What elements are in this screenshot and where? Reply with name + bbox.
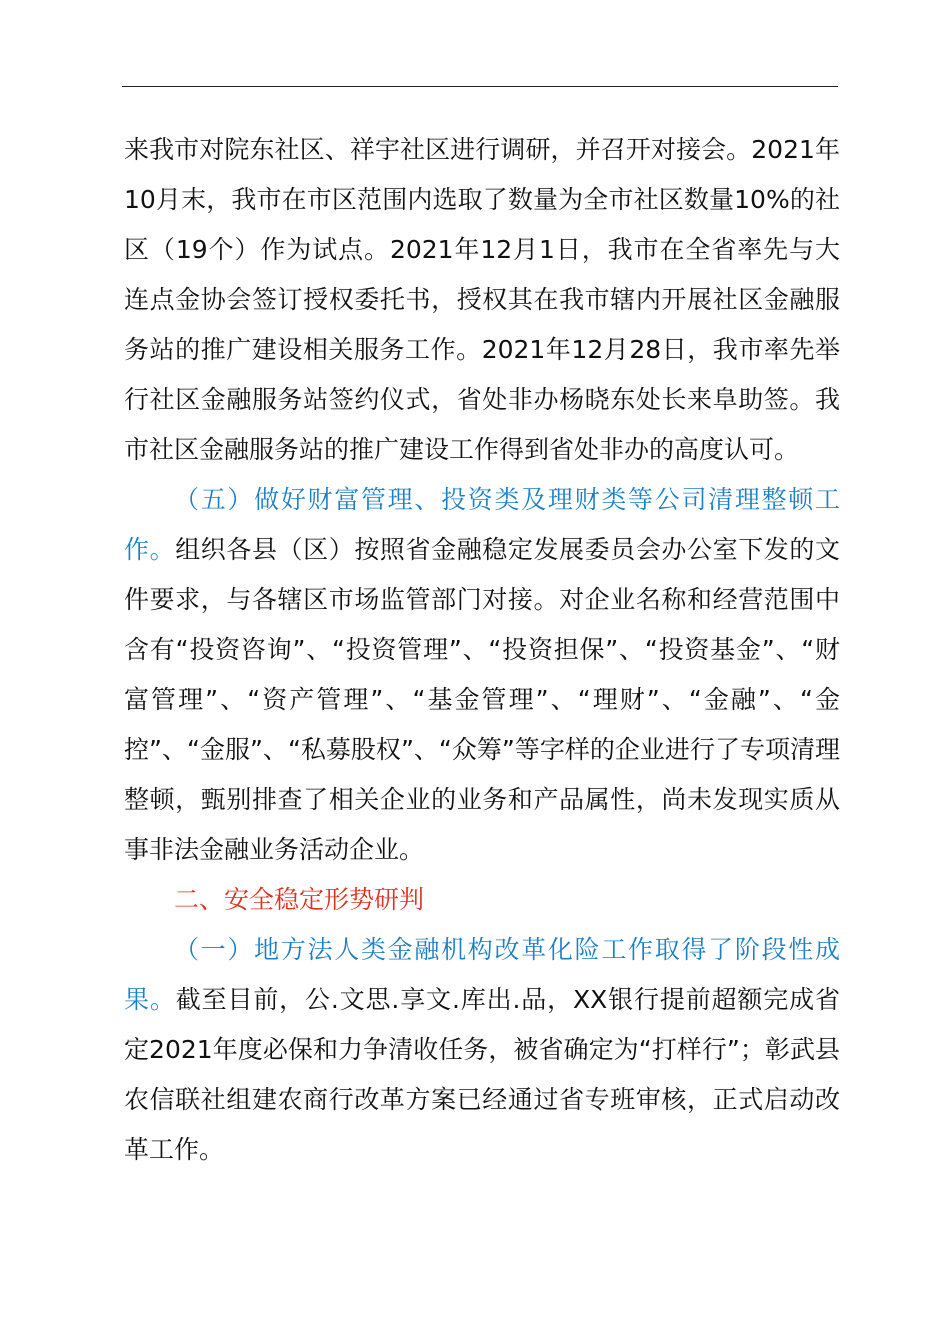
paragraph-reform: [124, 925, 840, 1175]
paragraph-wealth-management: [124, 475, 840, 875]
paragraph-reform-body: 截至目前，公.文思.享文.库出.品，XX银行提前超额完成省定2021年度必保和力争清收任务，被省确定为“打样行”；彰武县农信联社组建农商行改革方案已经通过省专班审核，正式启动改革工作。: [124, 985, 840, 1164]
heading-wealth-management: （五）做好财富管理、投资类及理财类等公司清理整顿工作。: [124, 485, 840, 564]
header-rule: [122, 86, 838, 87]
paragraph-wealth-management-body: 组织各县（区）按照省金融稳定发展委员会办公室下发的文件要求，与各辖区市场监管部门对接。对企业名称和经营范围中含有“投资咨询”、“投资管理”、“投资担保”、“投资基金”、“财富管理”、“资产管理”、“基金管理”、“理财”、“金融”、“金控”、“金服”、“私募股权”、“众筹”等字样的企业进行了专项清理整顿，甄别排查了相关企业的业务和产品属性，尚未发现实质从事非法金融业务活动企业。: [124, 535, 840, 864]
heading-reform: （一）地方法人类金融机构改革化险工作取得了阶段性成果。: [124, 935, 840, 1014]
section-heading-security: 二、安全稳定形势研判: [174, 885, 425, 914]
document-body: [124, 125, 840, 1175]
paragraph-community-finance: 来我市对院东社区、祥宇社区进行调研，并召开对接会。2021年10月末，我市在市区范围内选取了数量为全市社区数量10%的社区（19个）作为试点。2021年12月1日，我市在全省率先与大连点金协会签订授权委托书，授权其在我市辖内开展社区金融服务站的推广建设相关服务工作。2021年12月28日，我市率先举行社区金融服务站签约仪式，省处非办杨晓东处长来阜助签。我市社区金融服务站的推广建设工作得到省处非办的高度认可。: [124, 135, 840, 464]
